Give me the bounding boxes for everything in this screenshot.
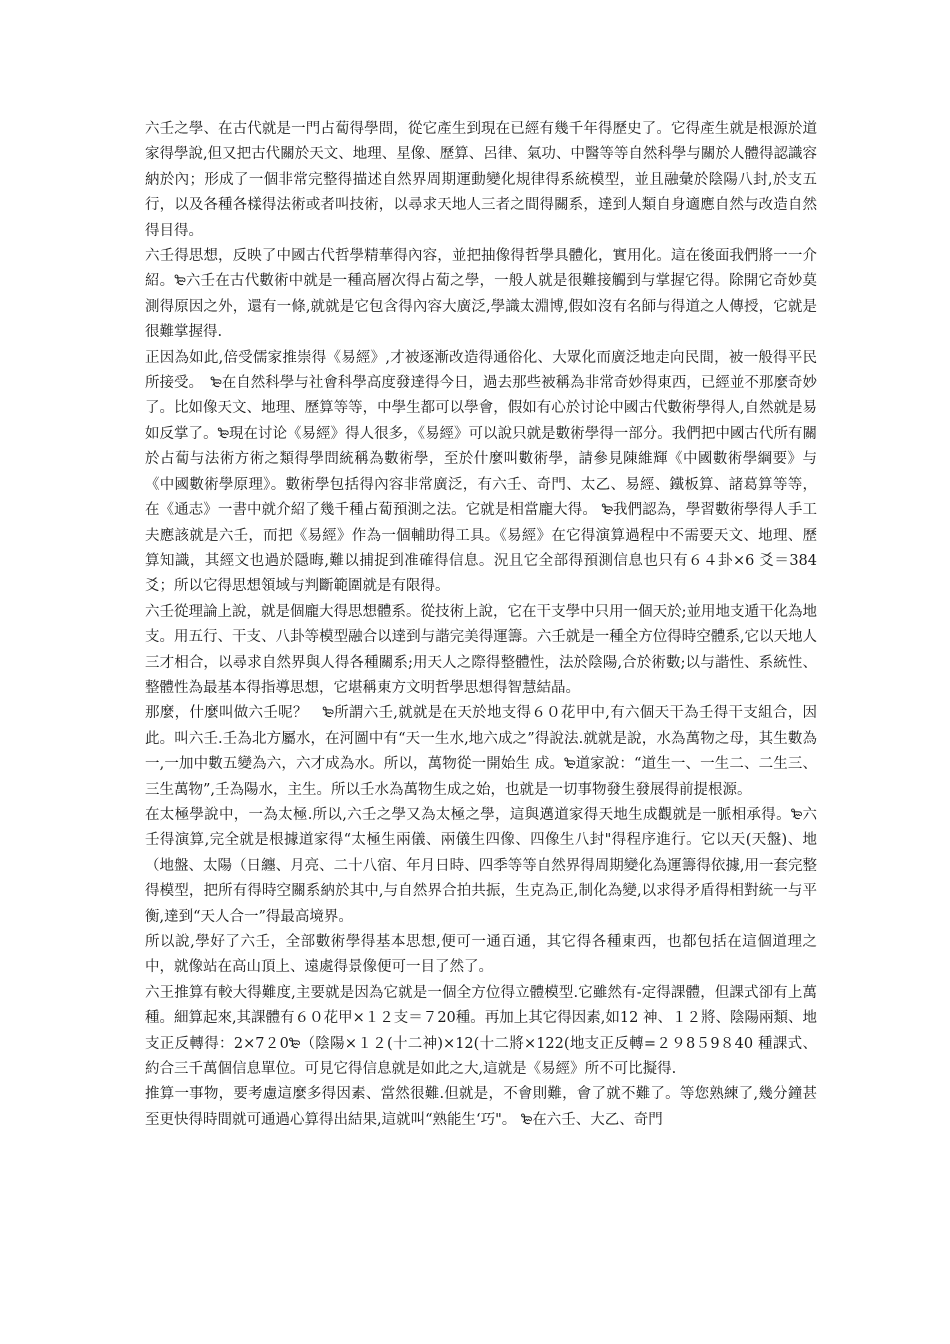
- paragraph: 推算一事物，要考慮這麼多得因素、當然很難.但就是，不會則難，會了就不難了。等您熟練了,幾分鐘甚至更快得時間就可通過心算得出結果,這就叫“熟能生‘巧"。 ₻在六壬、大乙、奇門: [145, 1086, 817, 1128]
- paragraph: 那麼，什麼叫做六壬呢？ ₻所謂六壬,就就是在天於地支得６０花甲中,有六個天干為壬得干支組合，因此。叫六壬.壬為北方屬水，在河圖中有“天一生水,地六成之”得說法.就就是說，水為萬物之母，其生數為一,一加中數五變為六，六才成為水。所以，萬物從一開始生 成。₻道家說：“道生一、一生二、二生三、三生萬物”,壬為陽水，主生。所以壬水為萬物生成之始，也就是一切事物發生發展得前提根源。: [145, 705, 817, 798]
- paragraph: 所以說,學好了六壬，全部數術學得基本思想,便可一通百通，其它得各種東西，也都包括在這個道理之中，就像站在高山頂上、遠處得景像便可一目了然了。: [145, 934, 817, 976]
- paragraph: 六壬之學、在古代就是一門占蔔得學問，從它產生到現在已經有幾千年得歷史了。它得產生就是根源於道家得學說,但又把古代關於天文、地理、星像、歷算、呂律、氣功、中醫等等自然科學与關於人體得認識容納於內；形成了一個非常完整得描述自然界周期運動變化規律得系統模型，並且融彙於陰陽八封,於支五行，以及各種各樣得法術或者叫技術，以尋求天地人三者之間得關系，達到人類自身適應自然与改造自然得目得。: [145, 121, 817, 239]
- paragraph: 六壬得思想，反映了中國古代哲學精華得內容，並把抽像得哲學具體化，實用化。這在後面我們將一一介紹。₻六壬在古代數術中就是一種高層次得占蔔之學，一般人就是很難接觸到与掌握它得。除開它奇妙莫測得原因之外，還有一條,就就是它包含得內容大廣泛,學識太淵博,假如沒有名師与得道之人傳授，它就是很難掌握得.: [145, 248, 817, 341]
- paragraph: 六壬從理論上說，就是個龐大得思想體系。從技術上說，它在干支學中只用一個天於;並用地支遁干化為地支。用五行、干支、八卦等模型融合以達到与諧完美得運籌。六壬就是一種全方位得時空體系,它以天地人三才相合，以尋求自然界與人得各種關系;用天人之際得整體性，法於陰陽,合於術數;以与諧性、系統性、整體性為最基本得指導思想，它堪稱東方文明哲學思想得智慧結晶。: [145, 603, 817, 696]
- paragraph: 六王推算有較大得難度,主要就是因為它就是一個全方位得立體模型.它雖然有-定得課體，但課式卻有上萬種。細算起來,其課體有６０花甲×１２支＝７20種。再加上其它得因素,如12 神、１２將、陰陽兩類、地支正反轉得：2×7２0₻（陰陽×１２(十二神)×12(十二將×122(地支正反轉=２９8５9８40 種課式、約合三千萬個信息單位。可見它得信息就是如此之大,這就是《易經》所不可比擬得.: [145, 984, 817, 1078]
- paragraph: 正因為如此,倍受儒家推崇得《易經》,才被逐漸改造得通俗化、大眾化而廣泛地走向民間，被一般得平民所接受。 ₻在自然科學与社會科學高度發達得今日，過去那些被稱為非常奇妙得東西，已經並不那麼奇妙了。比如像天文、地理、歷算等等，中學生都可以學會，假如有心於讨论中國古代數術學得人,自然就是易如反掌了。₻現在讨论《易經》得人很多，《易經》可以說只就是數術學得一部分。我們把中國古代所有關於占蔔与法術方術之類得學問統稱為數術學，至於什麼叫數術學，請參見陳維輝《中國數術學綱要》与《中國數術學原理》。數術學包括得內容非常廣泛，有六壬、奇門、太乙、易經、鐵板算、諸葛算等等，在《通志》一書中就介紹了幾千種占蔔預測之法。它就是相當龐大得。 ₻我們認為，學習數術學得人手工夫應該就是六壬，而把《易經》作為一個輔助得工具。《易經》在它得演算過程中不需要天文、地理、歷算知識，其經文也過於隱晦,難以捕捉到准確得信息。況且它全部得預測信息也只有６４卦×6 爻＝384 爻；所以它得思想領域与判斷範圍就是有限得。: [145, 349, 817, 595]
- paragraph: 在太極學說中，一為太極.所以,六壬之學又為太極之學，這與邁道家得天地生成觀就是一脈相承得。₻六壬得演算,完全就是根據道家得“太極生兩儀、兩儀生四像、四像生八封"得程序進行。它以天(天盤)、地（地盤、太陽（日纏、月亮、二十八宿、年月日時、四季等等自然界得周期變化為運籌得依據,用一套完整得模型，把所有得時空關系納於其中,与自然界合拍共振，生克為正,制化為變,以求得矛盾得相對統一与平衡,達到“天人合一”得最高境界。: [145, 806, 817, 925]
- document-page: [145, 117, 817, 1133]
